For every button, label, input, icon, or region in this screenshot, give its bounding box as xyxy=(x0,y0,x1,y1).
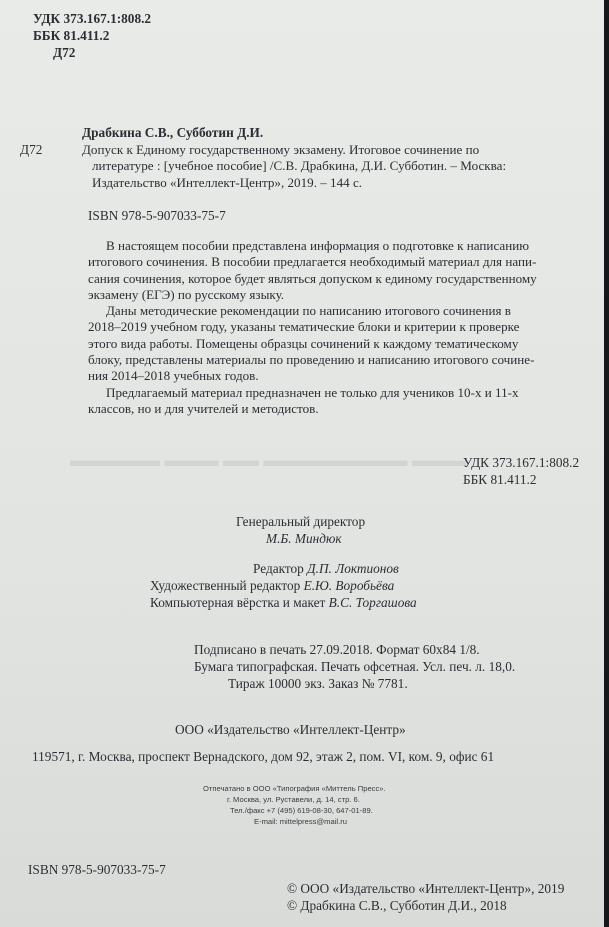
annotation-line: классов, но и для учителей и методистов. xyxy=(88,400,319,416)
isbn-bottom: ISBN 978-5-907033-75-7 xyxy=(28,862,166,877)
annotation-line: блоку, представлены материалы по проведению и написанию итогового сочине- xyxy=(88,352,535,368)
typography-printed: Отпечатано в ООО «Типография «Миттель Пресс». xyxy=(203,784,386,793)
editor-name: Д.П. Локтионов xyxy=(307,561,399,576)
author-mark-top: Д72 xyxy=(53,45,76,60)
layout-role: Компьютерная вёрстка и макет xyxy=(150,595,326,610)
editor-line xyxy=(253,561,399,577)
record-authors: Драбкина С.В., Субботин Д.И. xyxy=(82,125,264,140)
art-editor-role: Художественный редактор xyxy=(150,578,301,593)
print-signed: Подписано в печать 27.09.2018. Формат 60х84 1/8. xyxy=(194,642,480,657)
publisher-address: 119571, г. Москва, проспект Вернадского, дом 92, этаж 2, пом. VI, ком. 9, офис 61 xyxy=(32,749,495,764)
record-description xyxy=(82,142,597,191)
record-line-2: литературе : [учебное пособие] /С.В. Драбкина, Д.И. Субботин. – Москва: xyxy=(92,158,507,174)
bleed-through-text: ▬▬▬▬▬ ▬▬▬ ▬▬ ▬▬▬▬▬▬▬▬ ▬▬▬ xyxy=(70,450,466,470)
isbn-top: ISBN 978-5-907033-75-7 xyxy=(88,208,226,223)
editor-role: Редактор xyxy=(253,561,304,576)
layout-line xyxy=(150,595,417,611)
director-title: Генеральный директор xyxy=(236,514,366,529)
annotation-line: ния 2014–2018 учебных годов. xyxy=(88,368,259,384)
record-line-3: Издательство «Интеллект-Центр», 2019. – 144 с. xyxy=(92,174,363,190)
annotation-line: экзамену (ЕГЭ) по русскому языку. xyxy=(88,286,285,302)
annotation-line: 2018–2019 учебном году, указаны тематические блоки и критерии к проверке xyxy=(88,319,520,335)
annotation xyxy=(88,238,600,417)
annotation-line: Даны методические рекомендации по написанию итогового сочинения в xyxy=(106,303,511,319)
annotation-line: сания сочинения, которое будет являться допуском к единому государственному xyxy=(88,270,537,286)
annotation-line: В настоящем пособии представлена информация о подготовке к написанию xyxy=(106,238,530,253)
annotation-line: Предлагаемый материал предназначен не только для учеников 10-х и 11-х xyxy=(106,384,519,400)
typography-phone: Тел./факс +7 (495) 619-08-30, 647-01-89. xyxy=(230,806,373,815)
publisher-name: ООО «Издательство «Интеллект-Центр» xyxy=(175,722,406,737)
annotation-line: этого вида работы. Помещены образцы сочинений к каждому тематическому xyxy=(88,335,519,351)
art-editor-line xyxy=(150,578,394,594)
copyright-publisher: © ООО «Издательство «Интеллект-Центр», 2019 xyxy=(287,881,565,896)
record-line-1: Допуск к Единому государственному экзамену. Итоговое сочинение по xyxy=(82,142,480,157)
bbk-code-bottom: ББК 81.411.2 xyxy=(463,472,537,487)
annotation-line: итогового сочинения. В пособии предлагается необходимый материал для напи- xyxy=(88,254,537,270)
art-editor-name: Е.Ю. Воробьёва xyxy=(303,578,395,593)
print-paper: Бумага типографская. Печать офсетная. Усл. печ. л. 18,0. xyxy=(194,659,516,674)
udk-code-bottom: УДК 373.167.1:808.2 xyxy=(463,455,580,470)
typography-address: г. Москва, ул. Руставели, д. 14, стр. 6. xyxy=(227,795,360,804)
typography-email: E-mail: mittelpress@mail.ru xyxy=(254,817,347,826)
bbk-code-top: ББК 81.411.2 xyxy=(33,28,110,43)
author-mark-left: Д72 xyxy=(20,142,43,157)
copyright-authors: © Драбкина С.В., Субботин Д.И., 2018 xyxy=(287,898,507,913)
print-run: Тираж 10000 экз. Заказ № 7781. xyxy=(228,676,408,691)
udk-code-top: УДК 373.167.1:808.2 xyxy=(33,11,152,26)
director-name: М.Б. Миндюк xyxy=(266,531,342,546)
layout-name: В.С. Торгашова xyxy=(328,595,417,610)
page-edge-shadow xyxy=(604,0,609,927)
